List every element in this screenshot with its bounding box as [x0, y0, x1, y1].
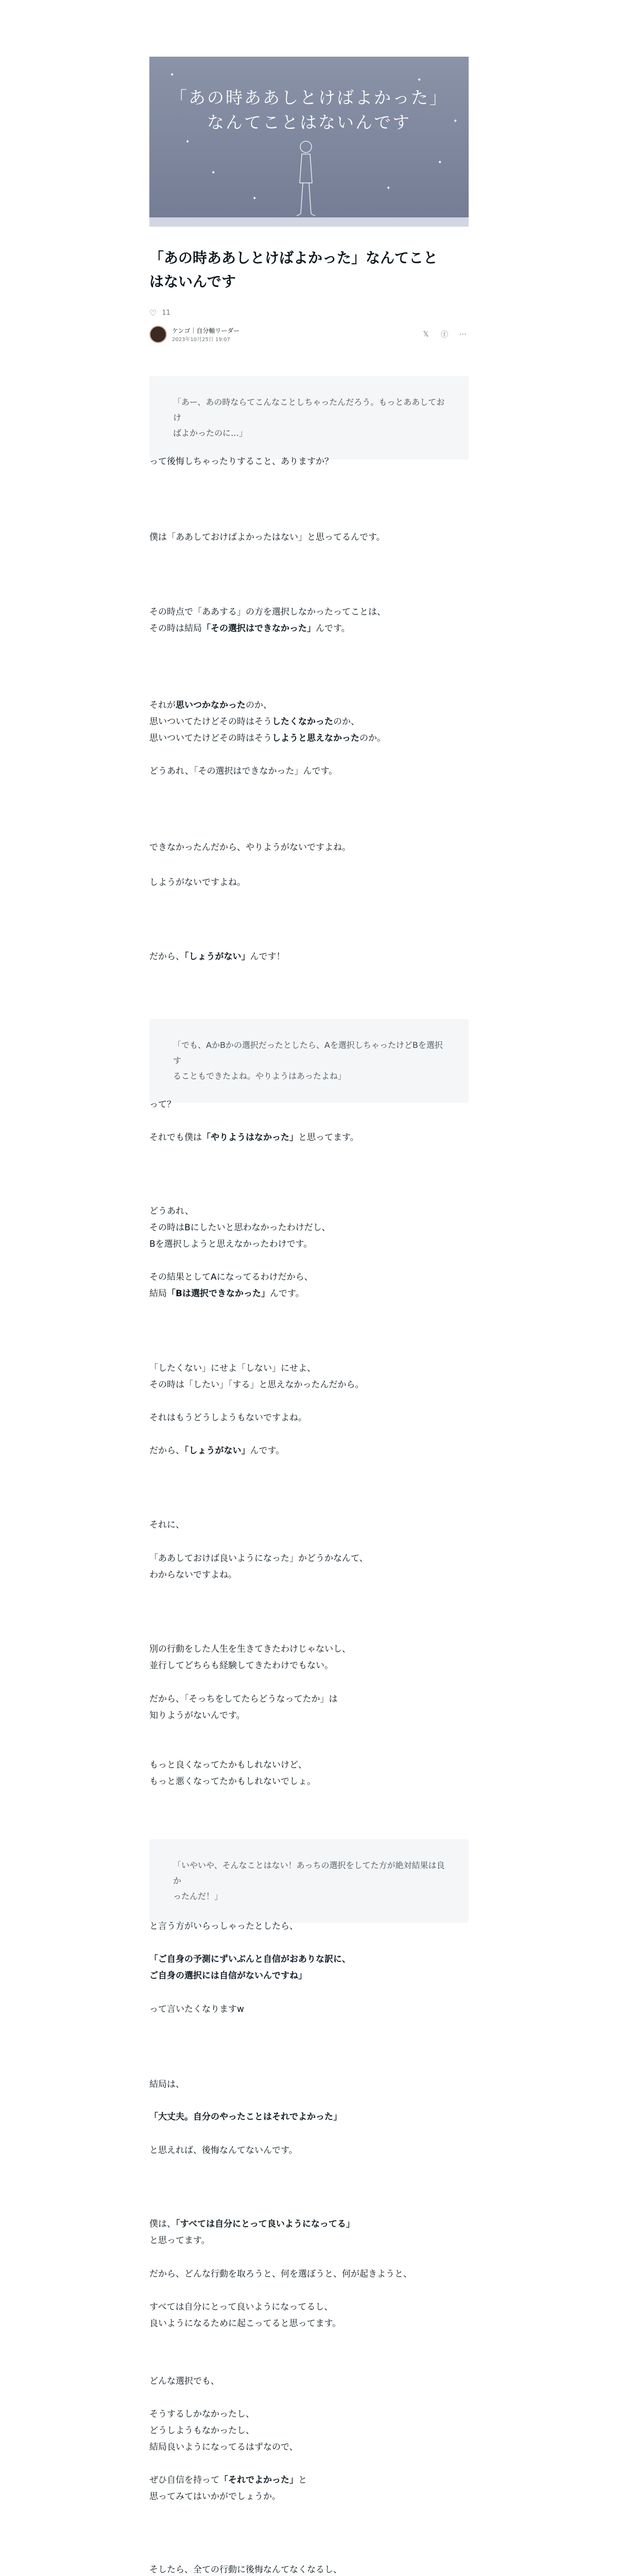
- quote-block: [149, 376, 469, 460]
- paragraph-line: 別の行動をした人生を生きてきたわけじゃないし、: [149, 1644, 351, 1654]
- bold-text: 「ご自身の予測にずいぶんと自信がおありな訳に、: [149, 1954, 351, 1964]
- paragraph: それに、: [149, 1520, 184, 1530]
- paragraph: [149, 2216, 469, 2249]
- text: と思ってます。: [298, 1132, 359, 1143]
- paragraph: しようがないですよね。: [149, 877, 246, 888]
- paragraph: だから、どんな行動を取ろうと、何を選ぼうと、何が起きようと、: [149, 2269, 412, 2279]
- paragraph: どんな選択でも、: [149, 2376, 219, 2386]
- paragraph: と思えれば、後悔なんてないんです。: [149, 2145, 298, 2156]
- paragraph-line: 思ってみてはいかがでしょうか。: [149, 2492, 281, 2502]
- bold-text: 「それでよかった」: [219, 2475, 298, 2485]
- article-title: [149, 246, 469, 294]
- paragraph-line: 結局良いようになってるはずなので、: [149, 2442, 298, 2452]
- paragraph: って後悔しちゃったりすること、ありますか？: [149, 456, 333, 467]
- paragraph: [149, 1951, 469, 1984]
- paragraph: [149, 1129, 469, 1146]
- like-count: 11: [162, 309, 170, 317]
- quote-line: ばよかったのに…」: [173, 428, 248, 438]
- author-row: [149, 326, 469, 343]
- bold-text: 「その選択はできなかった」: [202, 623, 316, 634]
- text: んです。: [316, 623, 350, 634]
- star-icon: ✦: [252, 196, 257, 201]
- paragraph: [149, 1443, 469, 1459]
- paragraph: どうあれ、「その選択はできなかった」んです。: [149, 766, 338, 776]
- avatar[interactable]: [149, 326, 167, 343]
- text: のか、: [246, 700, 272, 710]
- paragraph: [149, 2472, 469, 2505]
- paragraph: って言いたくなりますw: [149, 2004, 244, 2014]
- paragraph: [149, 1203, 469, 1252]
- hero-image: [149, 57, 469, 227]
- text: のか。: [359, 733, 386, 743]
- paragraph-line: 知りようがないんです。: [149, 1710, 245, 1721]
- publish-date: 2023年10月25日 19:07: [172, 337, 230, 343]
- paragraph-line: その時は「したい」「する」と思えなかったんだから。: [149, 1380, 364, 1390]
- quote-line: 「でも、AかBかの選択だったとしたら、Aを選択しちゃったけどBを選択す: [173, 1040, 443, 1065]
- star-icon: ✦: [417, 77, 422, 83]
- paragraph: 僕は「ああしておけばよかったはない」と思ってるんです。: [149, 532, 385, 543]
- paragraph: [149, 604, 469, 637]
- paragraph-line: もっと良くなってたかもしれないけど、: [149, 1760, 307, 1770]
- text: んです。: [250, 1446, 285, 1456]
- text: 思いついてたけどその時はそう: [149, 733, 272, 743]
- paragraph-line: Bを選択しようと思えなかったわけです。: [149, 1239, 313, 1249]
- paragraph-line: 「したくない」にせよ「しない」にせよ、: [149, 1363, 316, 1374]
- bold-text: 「しょうがない」: [184, 1446, 250, 1456]
- hero-title-line2: なんてことはないんです: [207, 112, 411, 132]
- paragraph-line: 並行してどちらも経験してきたわけでもない。: [149, 1660, 333, 1671]
- star-icon: ✦: [211, 170, 216, 176]
- text: それでも僕は: [149, 1132, 202, 1143]
- quote-block: [149, 1019, 469, 1103]
- quote-line: 「いやいや、そんなことはない！あっちの選択をしてた方が絶対結果は良か: [173, 1860, 445, 1886]
- paragraph: [149, 2299, 469, 2332]
- paragraph: [149, 1360, 469, 1393]
- bold-text: 「大丈夫。自分のやったことはそれでよかった」: [149, 2112, 342, 2122]
- hero-title-line1: 「あの時ああしとけばよかった」: [170, 88, 448, 108]
- bold-text: したくなかった: [272, 717, 333, 727]
- paragraph: [149, 2562, 469, 2576]
- bold-text: 「やりようはなかった」: [202, 1132, 298, 1143]
- text: と: [298, 2475, 307, 2485]
- text: んです！: [250, 952, 285, 962]
- star-icon: ✦: [386, 185, 391, 191]
- facebook-share-icon[interactable]: ⓕ: [441, 331, 448, 339]
- paragraph: 結局は、: [149, 2079, 184, 2090]
- bold-text: ご自身の選択には自信がないんですね」: [149, 1971, 307, 1981]
- paragraph-line: どうしようもなかったし、: [149, 2426, 254, 2436]
- text: それが: [149, 700, 176, 710]
- hero-title: [149, 86, 469, 135]
- quote-line: ったんだ！」: [173, 1891, 223, 1901]
- text: だから、: [149, 952, 184, 962]
- text: んです。: [269, 1289, 304, 1299]
- paragraph: [149, 2109, 469, 2125]
- paragraph: [149, 1691, 469, 1724]
- star-icon: ✦: [185, 139, 190, 145]
- more-icon[interactable]: ⋯: [459, 330, 467, 338]
- bold-text: 思いつかなかった: [176, 700, 246, 710]
- star-icon: ✦: [170, 72, 175, 78]
- like-row: [149, 308, 170, 318]
- paragraph: [149, 1550, 469, 1583]
- paragraph-line: その時点で「ああする」の方を選択しなかったってことは、: [149, 607, 386, 617]
- article-title-line2: はないんです: [149, 273, 236, 290]
- text: その時は結局: [149, 623, 202, 634]
- text: 僕は、: [149, 2219, 176, 2229]
- paragraph-line: すべては自分にとって良いようになってるし、: [149, 2302, 333, 2312]
- paragraph: [149, 1641, 469, 1674]
- paragraph-line: だから、「そっちをしてたらどうなってたか」は: [149, 1694, 338, 1704]
- bold-text: 「しょうがない」: [184, 952, 250, 962]
- paragraph-line: そしたら、全ての行動に後悔なんてなくなるし、: [149, 2565, 342, 2575]
- paragraph-line: その結果としてAになってるわけだから、: [149, 1272, 313, 1282]
- heart-icon[interactable]: ♡: [149, 308, 157, 318]
- quote-line: ることもできたよね。やりようはあったよね」: [173, 1071, 346, 1081]
- quote-line: 「あー、あの時ならてこんなことしちゃったんだろう。もっとああしておけ: [173, 397, 445, 422]
- paragraph: できなかったんだから、やりようがないですよね。: [149, 842, 351, 853]
- paragraph: [149, 2406, 469, 2455]
- quote-block: [149, 1839, 469, 1923]
- paragraph-line: その時はBにしたいと思わなかったわけだし、: [149, 1223, 331, 1233]
- paragraph: それはもうどうしようもないですよね。: [149, 1413, 307, 1423]
- paragraph-line: そうするしかなかったし、: [149, 2409, 254, 2419]
- paragraph-line: もっと悪くなってたかもしれないでしょ。: [149, 1776, 316, 1787]
- paragraph-line: わからないですよね。: [149, 1570, 237, 1580]
- author-name[interactable]: ケンゴ｜自分軸リーダー: [172, 327, 240, 334]
- text: ぜひ自信を持って: [149, 2475, 219, 2485]
- hero-bottom-band: [149, 217, 469, 227]
- paragraph: と言う方がいらっしゃったとしたら、: [149, 1921, 298, 1931]
- paragraph-line: どうあれ、: [149, 1206, 194, 1216]
- text: だから、: [149, 1446, 184, 1456]
- paragraph-line: 「ああしておけば良いようになった」かどうかなんて、: [149, 1553, 368, 1564]
- paragraph: [149, 1757, 469, 1790]
- star-icon: ✦: [438, 160, 442, 165]
- paragraph: [149, 948, 469, 965]
- paragraph: [149, 1269, 469, 1302]
- star-icon: ✦: [453, 118, 458, 124]
- bold-text: しようと思えなかった: [272, 733, 359, 743]
- paragraph-line: と思ってます。: [149, 2235, 210, 2246]
- bold-text: 「すべては自分にとって良いようになってる」: [176, 2219, 355, 2229]
- text: のか、: [333, 717, 359, 727]
- article-title-line1: 「あの時ああしとけばよかった」なんてこと: [149, 249, 438, 266]
- bold-text: 「Bは選択できなかった」: [167, 1289, 270, 1299]
- text: 思いついてたけどその時はそう: [149, 717, 272, 727]
- paragraph: [149, 697, 469, 747]
- person-illustration: [287, 137, 323, 219]
- paragraph-line: 良いようになるために起こってると思ってます。: [149, 2318, 341, 2329]
- paragraph: って？: [149, 1099, 176, 1110]
- x-share-icon[interactable]: 𝕏: [423, 330, 429, 338]
- text: 結局: [149, 1289, 167, 1299]
